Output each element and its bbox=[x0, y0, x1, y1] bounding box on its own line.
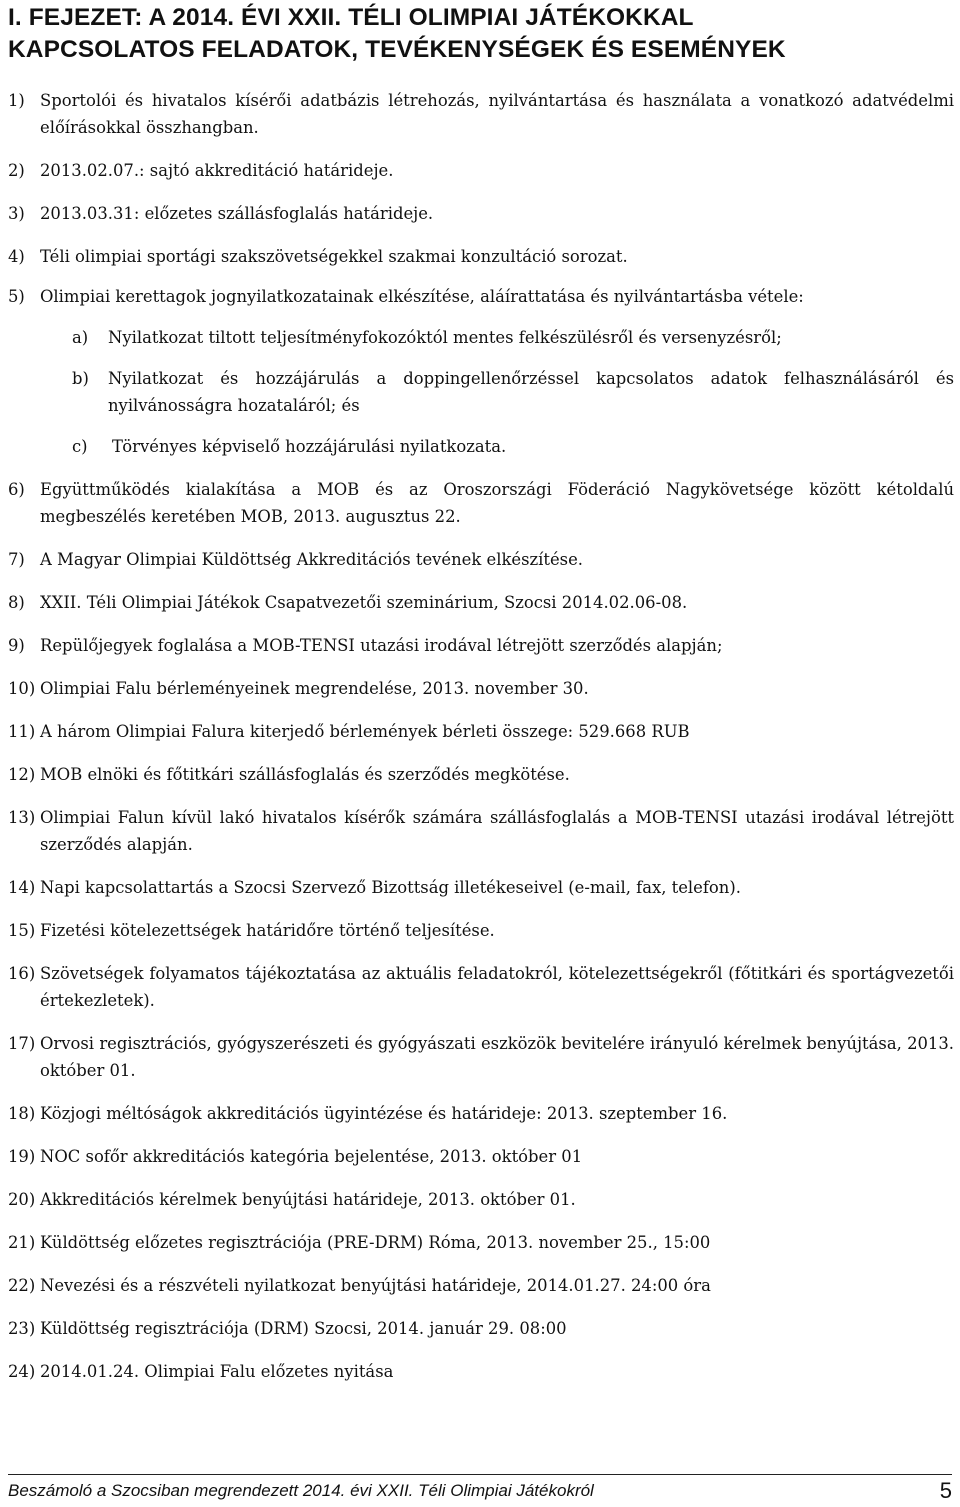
list-item-5 bbox=[8, 283, 954, 460]
list-item-number: 23) bbox=[8, 1319, 36, 1338]
list-item-number: 18) bbox=[8, 1104, 36, 1123]
list-item-number: 7) bbox=[8, 550, 25, 569]
list-item-24 bbox=[8, 1358, 954, 1385]
sub-list-item-text: Nyilatkozat tiltott teljesítményfokozóktól mentes felkészülésről és versenyzésről; bbox=[108, 328, 782, 347]
list-item-21 bbox=[8, 1229, 954, 1256]
page-number: 5 bbox=[939, 1478, 952, 1503]
list-item-text: NOC sofőr akkreditációs kategória bejelentése, 2013. október 01 bbox=[40, 1147, 583, 1166]
sub-list-item-b bbox=[72, 365, 954, 419]
list-item-12 bbox=[8, 761, 954, 788]
sub-list-item-text: Törvényes képviselő hozzájárulási nyilatkozata. bbox=[112, 437, 507, 456]
list-item-text: Napi kapcsolattartás a Szocsi Szervező Bizottság illetékeseivel (e-mail, fax, telefon). bbox=[40, 878, 741, 897]
list-item-text: Fizetési kötelezettségek határidőre történő teljesítése. bbox=[40, 921, 495, 940]
list-item-text: Nevezési és a részvételi nyilatkozat benyújtási határideje, 2014.01.27. 24:00 óra bbox=[40, 1276, 711, 1295]
task-list bbox=[8, 87, 954, 1401]
list-item-number: 9) bbox=[8, 636, 25, 655]
list-item-number: 10) bbox=[8, 679, 36, 698]
chapter-heading bbox=[8, 2, 952, 66]
list-item-number: 12) bbox=[8, 765, 36, 784]
list-item-10 bbox=[8, 675, 954, 702]
list-item-number: 6) bbox=[8, 480, 25, 499]
list-item-6 bbox=[8, 476, 954, 530]
footer-title: Beszámoló a Szocsiban megrendezett 2014. évi XXII. Téli Olimpiai Játékokról bbox=[8, 1481, 594, 1500]
list-item-text: Akkreditációs kérelmek benyújtási határideje, 2013. október 01. bbox=[40, 1190, 576, 1209]
page-footer bbox=[8, 1478, 952, 1504]
sub-list-item-letter: c) bbox=[72, 437, 88, 456]
list-item-text: 2013.02.07.: sajtó akkreditáció határideje. bbox=[40, 161, 394, 180]
list-item-text: XXII. Téli Olimpiai Játékok Csapatvezetői szeminárium, Szocsi 2014.02.06-08. bbox=[40, 593, 688, 612]
footer-divider bbox=[8, 1474, 952, 1475]
list-item-11 bbox=[8, 718, 954, 745]
list-item-number: 16) bbox=[8, 964, 36, 983]
list-item-text: Sportolói és hivatalos kísérői adatbázis létrehozás, nyilvántartása és használata a vonatkozó adatvédelmi előírásokkal összhangban. bbox=[40, 91, 954, 137]
list-item-text: A három Olimpiai Falura kiterjedő bérlemények bérleti összege: 529.668 RUB bbox=[40, 722, 690, 741]
list-item-22 bbox=[8, 1272, 954, 1299]
list-item-text: A Magyar Olimpiai Küldöttség Akkreditációs tevének elkészítése. bbox=[40, 550, 583, 569]
list-item-13 bbox=[8, 804, 954, 858]
list-item-text: Olimpiai Falu bérleményeinek megrendelése, 2013. november 30. bbox=[40, 679, 589, 698]
list-item-19 bbox=[8, 1143, 954, 1170]
list-item-number: 8) bbox=[8, 593, 25, 612]
list-item-number: 14) bbox=[8, 878, 36, 897]
list-item-18 bbox=[8, 1100, 954, 1127]
list-item-text: Közjogi méltóságok akkreditációs ügyintézése és határideje: 2013. szeptember 16. bbox=[40, 1104, 728, 1123]
list-item-number: 17) bbox=[8, 1034, 36, 1053]
list-item-text: MOB elnöki és főtitkári szállásfoglalás és szerződés megkötése. bbox=[40, 765, 570, 784]
sub-list-item-c bbox=[72, 433, 954, 460]
list-item-14 bbox=[8, 874, 954, 901]
list-item-15 bbox=[8, 917, 954, 944]
list-item-text: 2013.03.31: előzetes szállásfoglalás határideje. bbox=[40, 204, 434, 223]
list-item-number: 13) bbox=[8, 808, 36, 827]
list-item-number: 1) bbox=[8, 91, 25, 110]
list-item-7 bbox=[8, 546, 954, 573]
list-item-20 bbox=[8, 1186, 954, 1213]
list-item-text: Téli olimpiai sportági szakszövetségekkel szakmai konzultáció sorozat. bbox=[40, 247, 628, 266]
list-item-text: Orvosi regisztrációs, gyógyszerészeti és gyógyászati eszközök bevitelére irányuló kérelmek benyújtása, 2013. október 01. bbox=[40, 1034, 954, 1080]
sub-list-item-letter: b) bbox=[72, 369, 89, 388]
list-item-number: 22) bbox=[8, 1276, 36, 1295]
list-item-3 bbox=[8, 200, 954, 227]
list-item-text: Együttműködés kialakítása a MOB és az Oroszországi Föderáció Nagykövetsége között kétoldalú megbeszélés keretében MOB, 2013. augusztus 22. bbox=[40, 480, 954, 526]
list-item-number: 3) bbox=[8, 204, 25, 223]
list-item-8 bbox=[8, 589, 954, 616]
list-item-number: 15) bbox=[8, 921, 36, 940]
list-item-text: 2014.01.24. Olimpiai Falu előzetes nyitása bbox=[40, 1362, 394, 1381]
list-item-number: 4) bbox=[8, 247, 25, 266]
list-item-17 bbox=[8, 1030, 954, 1084]
sub-list-item-letter: a) bbox=[72, 328, 89, 347]
list-item-text: Repülőjegyek foglalása a MOB-TENSI utazási irodával létrejött szerződés alapján; bbox=[40, 636, 723, 655]
chapter-heading-line-1: I. FEJEZET: A 2014. ÉVI XXII. TÉLI OLIMPIAI JÁTÉKOKKAL bbox=[8, 4, 694, 31]
list-item-text: Olimpiai kerettagok jognyilatkozatainak elkészítése, aláírattatása és nyilvántartásba vétele: bbox=[40, 287, 804, 306]
list-item-4 bbox=[8, 243, 954, 270]
list-item-number: 20) bbox=[8, 1190, 36, 1209]
list-item-number: 21) bbox=[8, 1233, 36, 1252]
sub-list bbox=[72, 324, 954, 460]
list-item-2 bbox=[8, 157, 954, 184]
list-item-text: Olimpiai Falun kívül lakó hivatalos kísérők számára szállásfoglalás a MOB-TENSI utazási irodával létrejött szerződés alapján. bbox=[40, 808, 954, 854]
list-item-number: 11) bbox=[8, 722, 36, 741]
sub-list-item-a bbox=[72, 324, 954, 351]
list-item-number: 19) bbox=[8, 1147, 36, 1166]
list-item-1 bbox=[8, 87, 954, 141]
sub-list-item-text: Nyilatkozat és hozzájárulás a doppingellenőrzéssel kapcsolatos adatok felhasználásáról és nyilvánosságra hozataláról; és bbox=[108, 369, 954, 415]
list-item-number: 5) bbox=[8, 287, 25, 306]
list-item-text: Szövetségek folyamatos tájékoztatása az aktuális feladatokról, kötelezettségekről (főtitkári és sportágvezetői értekezletek). bbox=[40, 964, 954, 1010]
list-item-9 bbox=[8, 632, 954, 659]
list-item-body bbox=[40, 283, 954, 460]
list-item-23 bbox=[8, 1315, 954, 1342]
list-item-number: 2) bbox=[8, 161, 25, 180]
list-item-number: 24) bbox=[8, 1362, 36, 1381]
list-item-text: Küldöttség regisztrációja (DRM) Szocsi, 2014. január 29. 08:00 bbox=[40, 1319, 567, 1338]
list-item-text: Küldöttség előzetes regisztrációja (PRE-DRM) Róma, 2013. november 25., 15:00 bbox=[40, 1233, 711, 1252]
list-item-16 bbox=[8, 960, 954, 1014]
chapter-heading-line-2: KAPCSOLATOS FELADATOK, TEVÉKENYSÉGEK ÉS ESEMÉNYEK bbox=[8, 36, 786, 63]
